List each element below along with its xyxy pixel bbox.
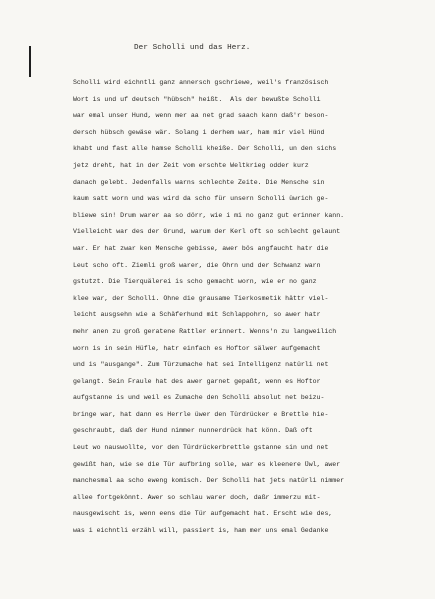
text-line bbox=[73, 573, 423, 590]
text-line: worn is in sein Hüfle, hatr einfach es Hoftor sälwer aufgemacht bbox=[73, 344, 321, 352]
text-line: bringe war, hat dann es Herrle üwer den Türdrücker e Brettle hie- bbox=[73, 410, 329, 418]
text-line: geschraubt, daß der Hund nimmer nunnerdrück hat könn. Daß oft bbox=[73, 427, 313, 435]
text-line: nausgewischt is, wenn eens die Tür aufgemacht hat. Erscht wie des, bbox=[73, 510, 333, 518]
text-line bbox=[73, 540, 423, 557]
text-line: aufgstanne is und weil es Zumache den Scholli absolut net beizu- bbox=[73, 394, 325, 402]
text-line: Leut scho oft. Ziemli groß warer, die Ohrn und der Schwanz warn bbox=[73, 261, 321, 269]
text-line: danach gelebt. Jedenfalls warns schlechte Zeite. Die Mensche sin bbox=[73, 178, 325, 186]
page-title: Der Scholli und das Herz. bbox=[134, 44, 251, 52]
text-line: jetz dreht, hat in der Zeit vom erschte Weltkrieg odder kurz bbox=[73, 161, 309, 169]
text-line: Wort is und uf deutsch "hübsch" heißt. Als der bewußte Scholli bbox=[73, 95, 321, 103]
text-line: dersch hübsch gewäse wär. Solang i derhem war, ham mir viel Hünd bbox=[73, 128, 325, 136]
text-line: manchesmal aa scho eweng komisch. Der Scholli hat jets natürli nimmer bbox=[73, 477, 345, 485]
text-line: was i eichntli erzähl will, passiert is, ham mer uns emal Gedanke bbox=[73, 527, 329, 535]
margin-pen-mark bbox=[29, 46, 31, 77]
text-line: und is "ausgange". Zum Türzumache hat sei Intelligenz natürli net bbox=[73, 361, 329, 369]
text-line: mehr anen zu groß geratene Rattler erinnert. Wenns'n zu langweilich bbox=[73, 327, 337, 335]
text-line: gewißt han, wie se die Tür aufbring solle, war es kleenere Üwl, awer bbox=[73, 460, 341, 468]
text-line: gelangt. Sein Fraule hat des awer garnet gepaßt, wenn es Hoftor bbox=[73, 377, 321, 385]
text-line: war. Er hat zwar ken Mensche gebisse, awer bös angfaucht hatr die bbox=[73, 244, 329, 252]
text-line: Scholli wird eichntli ganz annersch gschriewe, weil's französisch bbox=[73, 79, 329, 86]
text-line: gstutzt. Die Tierquälerei is scho gemacht worn, wie er no ganz bbox=[73, 278, 317, 286]
text-line: Leut wo nauswollte, vor den Türdrückerbrettle gstanne sin und net bbox=[73, 444, 329, 452]
text-line: Vielleicht war des der Grund, warum der Kerl oft so schlecht gelaunt bbox=[73, 228, 341, 236]
text-line bbox=[73, 556, 423, 573]
text-line: bliewe sin! Drum warer aa so dörr, wie i mi no ganz gut erinner kann. bbox=[73, 211, 345, 219]
text-line: war emal unser Hund, wenn mer aa net grad saach kann daß'r beson- bbox=[73, 112, 329, 120]
text-line: kaum satt worn und was wird da scho für unsern Scholli üwrich ge- bbox=[73, 195, 329, 203]
text-line: klee war, der Scholli. Ohne die grausame Tierkosmetik hättr viel- bbox=[73, 294, 329, 302]
text-line: leicht ausgsehn wie a Schäferhund mit Schlappohrn, so awer hatr bbox=[73, 311, 321, 319]
text-line: allee fortgekönnt. Awer so schlau warer doch, daßr immerzu mit- bbox=[73, 493, 321, 501]
text-line: khabt und fast alle hamse Scholli kheiße. Der Scholli, un den sichs bbox=[73, 145, 337, 153]
body-text bbox=[73, 75, 423, 589]
